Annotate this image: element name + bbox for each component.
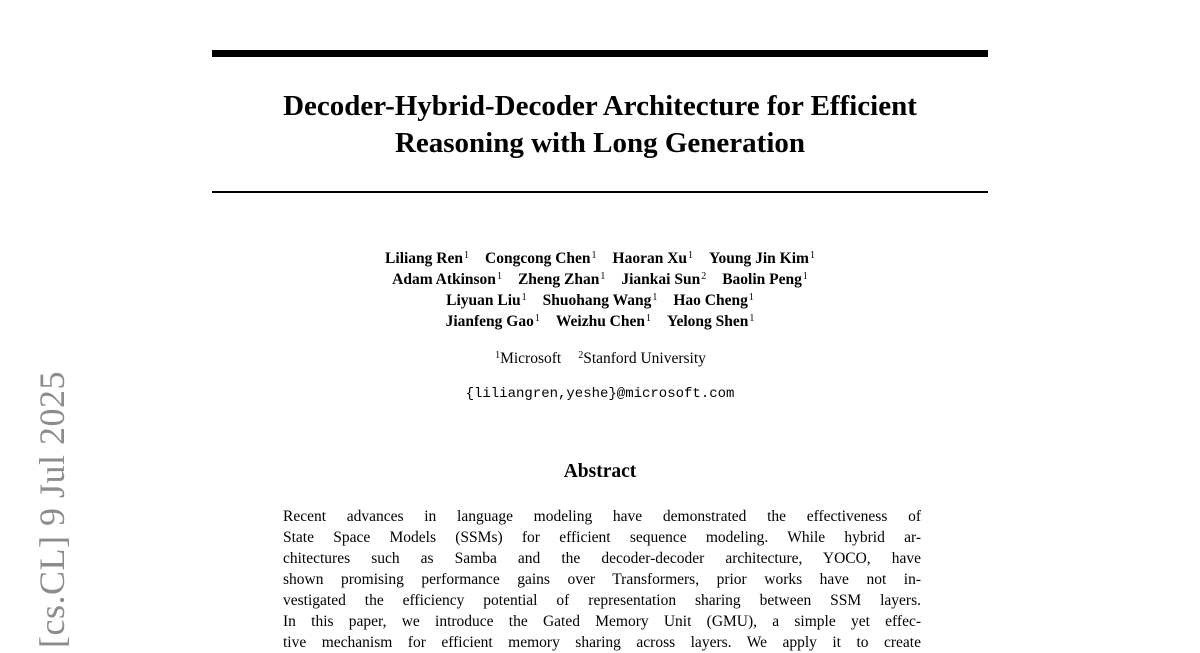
author-list [212, 248, 988, 332]
author-name-text: Shuohang Wang [542, 292, 652, 309]
author-name [621, 269, 706, 290]
author-name-text: Jianfeng Gao [445, 313, 534, 330]
author-name [667, 311, 754, 332]
author-name-text: Zheng Zhan [517, 271, 600, 288]
author-affiliation-mark: 1 [600, 271, 606, 282]
author-affiliation-mark: 1 [749, 313, 755, 324]
paper-title [212, 88, 988, 162]
abstract-heading: Abstract [563, 461, 637, 482]
abstract-body [283, 506, 921, 653]
author-name [709, 248, 815, 269]
affiliations [212, 349, 988, 369]
author-affiliation-mark: 1 [688, 250, 694, 261]
author-name [485, 248, 597, 269]
abstract-line: State Space Models (SSMs) for efficient sequence modeling. While hybrid ar- [283, 529, 921, 546]
author-name [673, 290, 754, 311]
author-line [212, 290, 988, 311]
affiliation-name: Microsoft [500, 350, 562, 367]
author-name-text: Haoran Xu [612, 250, 688, 267]
affiliation-mark: 1 [495, 350, 501, 361]
abstract-line: In this paper, we introduce the Gated Memory Unit (GMU), a simple yet effec- [283, 613, 921, 630]
author-affiliation-mark: 2 [701, 271, 707, 282]
author-name [385, 248, 469, 269]
author-affiliation-mark: 1 [646, 313, 651, 324]
author-name [556, 311, 651, 332]
title-top-rule [212, 50, 988, 57]
author-name [543, 290, 658, 311]
abstract-line: Recent advances in language modeling have demonstrated the effectiveness of [283, 508, 921, 525]
author-name [518, 269, 605, 290]
author-line [212, 311, 988, 332]
author-affiliation-mark: 1 [534, 313, 540, 324]
author-name-text: Liliang Ren [385, 250, 463, 267]
author-line [212, 269, 988, 290]
author-name [722, 269, 808, 290]
arxiv-identifier-stamp: [cs.CL] 9 Jul 2025 [32, 371, 72, 648]
contact-email: {liliangren,yeshe}@microsoft.com [465, 386, 735, 402]
affiliation-name: Stanford University [583, 350, 706, 367]
author-affiliation-mark: 1 [521, 292, 527, 303]
affiliation-item [577, 349, 706, 369]
author-name-text: Adam Atkinson [392, 271, 496, 288]
author-name-text: Congcong Chen [485, 250, 591, 267]
author-name-text: Yelong Shen [667, 313, 749, 330]
author-name [446, 290, 527, 311]
affiliation-item [494, 349, 561, 369]
author-name [613, 248, 694, 269]
author-name-text: Hao Cheng [673, 292, 748, 309]
title-bottom-rule [212, 191, 988, 193]
abstract-line: shown promising performance gains over Transformers, prior works have not in- [283, 571, 921, 588]
author-name [446, 311, 540, 332]
abstract-line: chitectures such as Samba and the decoder-decoder architecture, YOCO, have [283, 550, 921, 567]
author-name-text: Young Jin Kim [709, 250, 809, 267]
author-affiliation-mark: 1 [802, 271, 808, 282]
title-line-1: Decoder-Hybrid-Decoder Architecture for Efficient [283, 90, 917, 122]
author-name-text: Baolin Peng [722, 271, 802, 288]
affiliation-mark: 2 [578, 350, 584, 361]
author-line [212, 248, 988, 269]
author-affiliation-mark: 1 [748, 292, 754, 303]
abstract-line: tive mechanism for efficient memory sharing across layers. We apply it to create [283, 634, 921, 651]
abstract-line: vestigated the efficiency potential of representation sharing between SSM layers. [283, 592, 921, 609]
author-affiliation-mark: 1 [496, 271, 502, 282]
author-name [392, 269, 502, 290]
author-name-text: Liyuan Liu [446, 292, 521, 309]
author-affiliation-mark: 1 [809, 250, 815, 261]
author-name-text: Jiankai Sun [621, 271, 701, 288]
author-affiliation-mark: 1 [591, 250, 597, 261]
title-line-2: Reasoning with Long Generation [394, 127, 806, 159]
author-affiliation-mark: 1 [652, 292, 658, 303]
author-name-text: Weizhu Chen [555, 313, 645, 330]
author-affiliation-mark: 1 [464, 250, 469, 261]
